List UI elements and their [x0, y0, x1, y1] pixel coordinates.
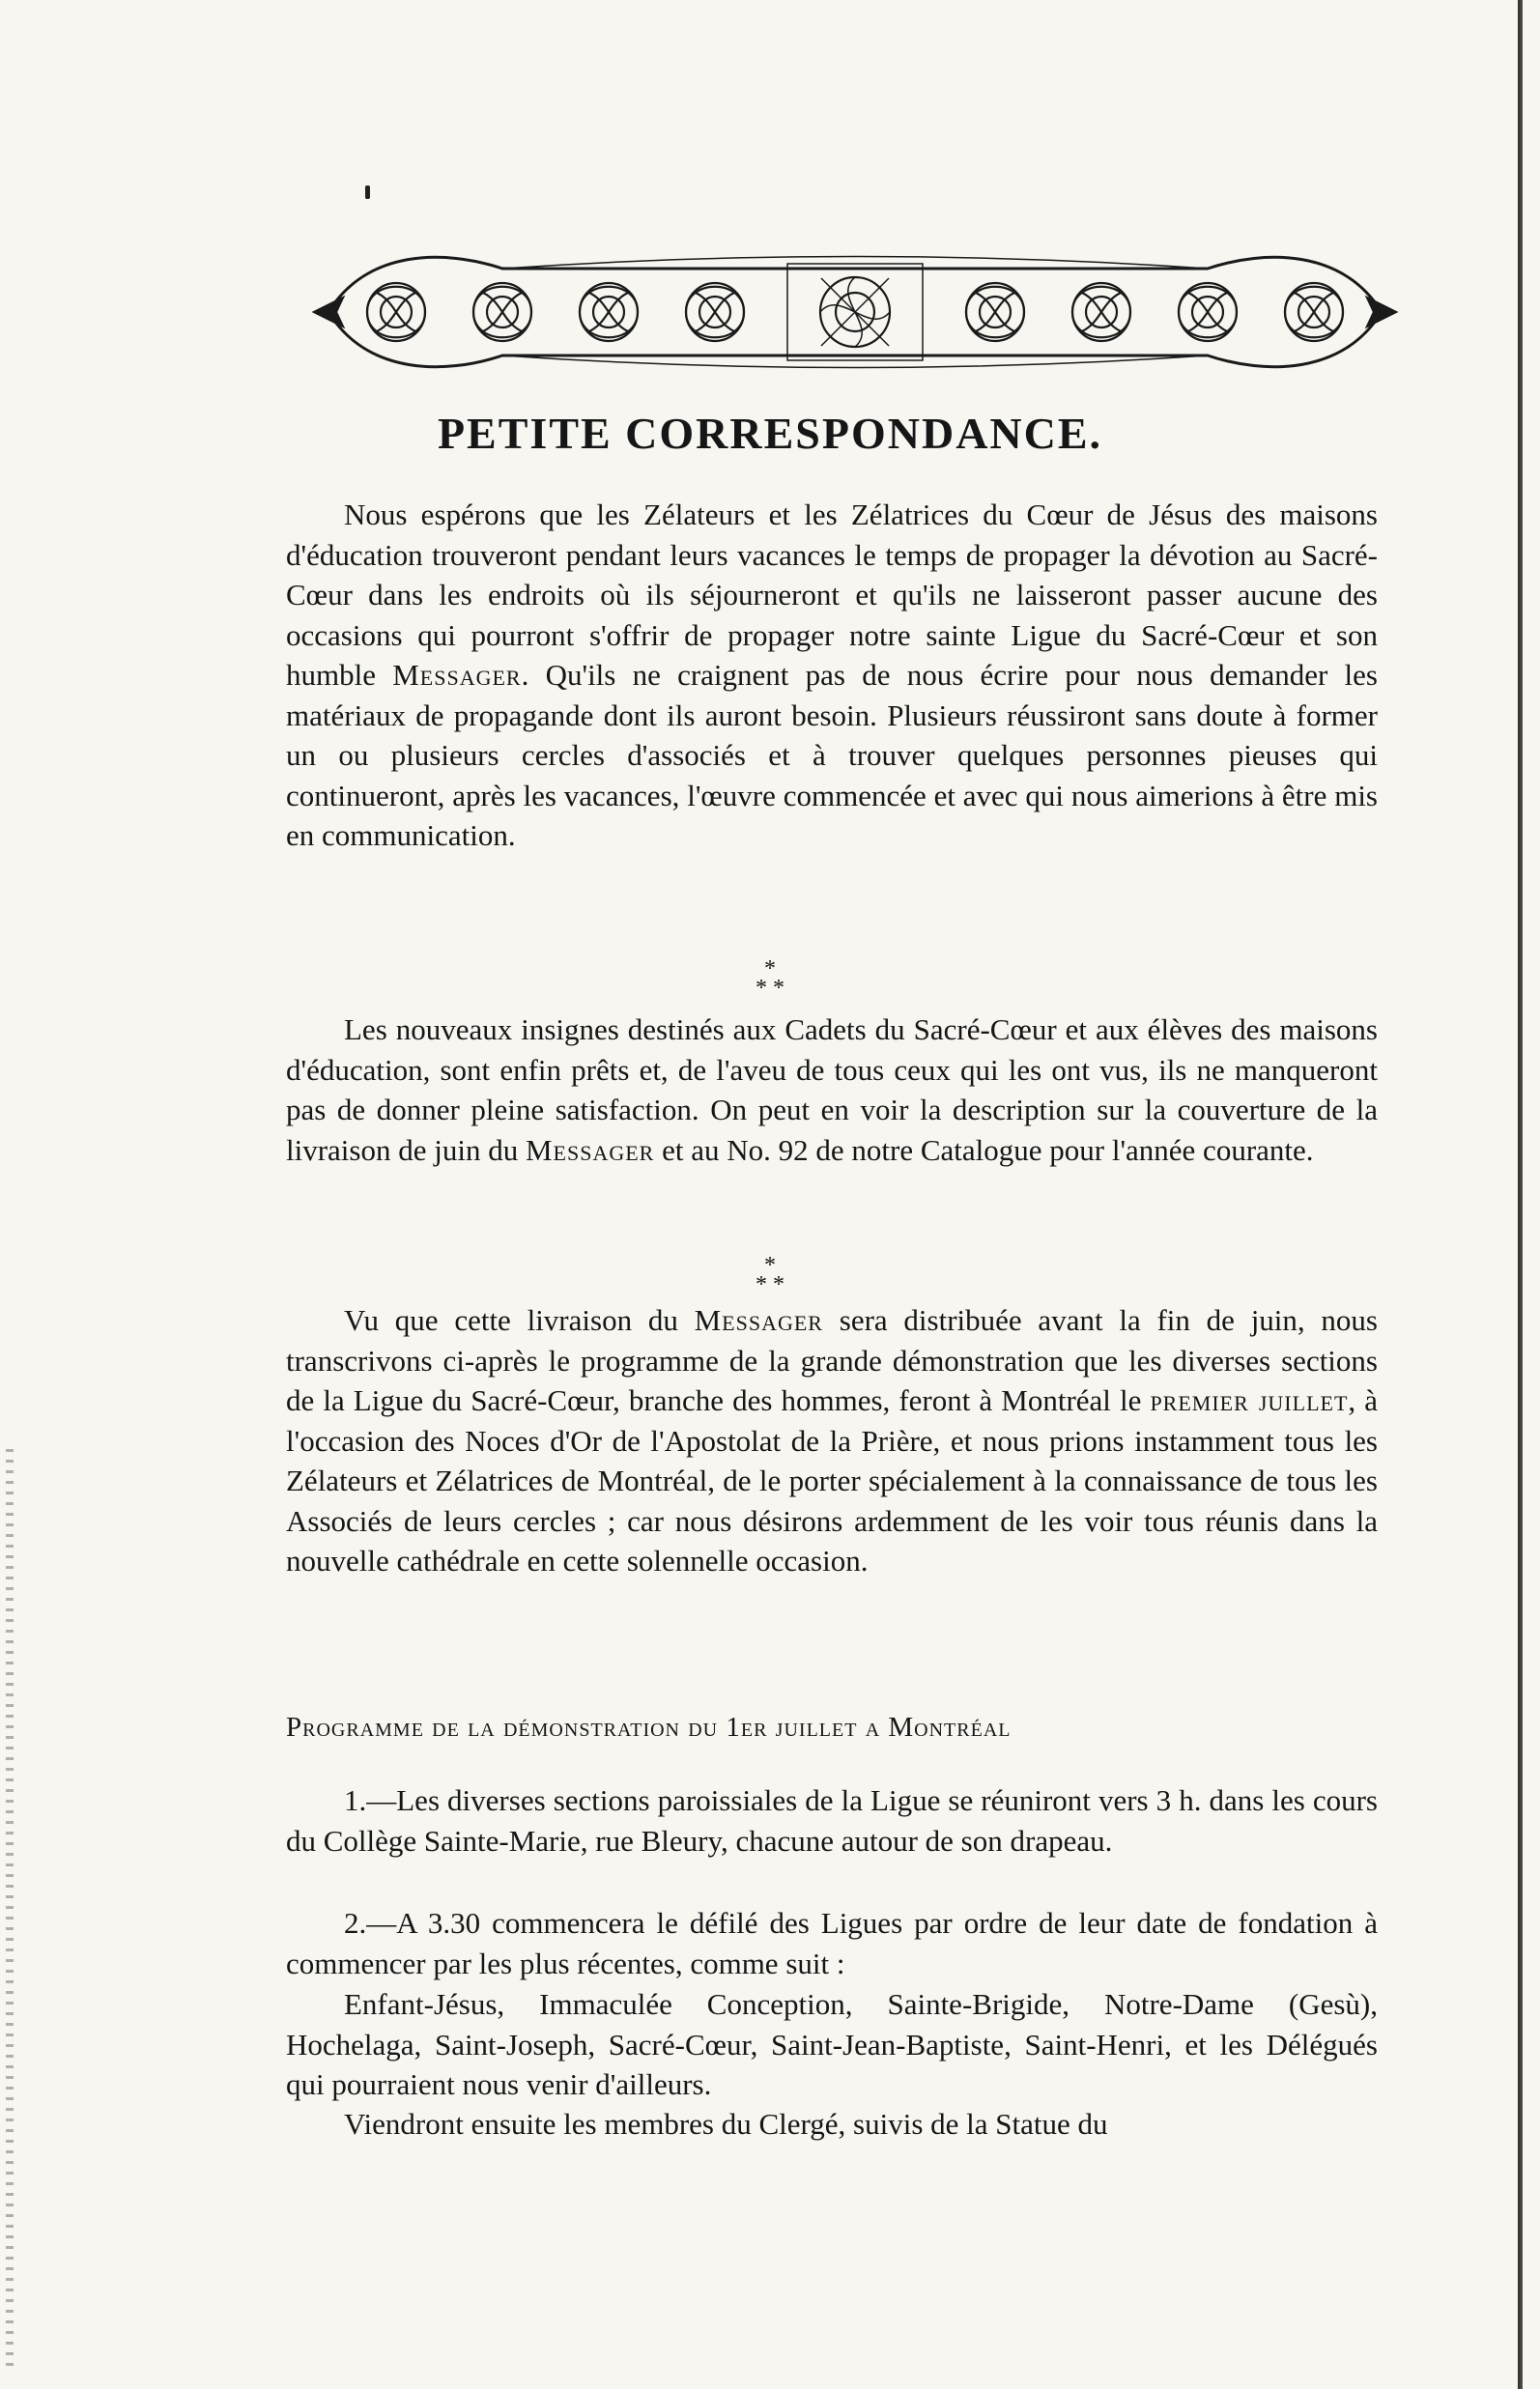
paragraph-1 [286, 495, 1378, 856]
paragraph-2-text-a: Les nouveaux insignes destinés aux Cadets du Sacré-Cœur et aux élèves des maisons d'éducation, sont enfin prêts et, de l'aveu de tous ceux qui les ont vus, ils ne manqueront pas de donner pleine satisfaction. On peut en voir la description sur la couverture de la livraison de juin du [286, 1012, 1378, 1167]
paragraph-3-text-b: sera distribuée avant la fin de juin, nous transcrivons ci-après le programme de la grande démonstration que les diverses sections de la Ligue du Sacré-Cœur, branche des hommes, feront à Montréal le [286, 1303, 1378, 1417]
paragraph-3-text-c: , à l'occasion des Noces d'Or de l'Apostolat de la Prière, et nous prions instamment tous les Zélateurs et Zélatrices de Montréal, de le porter spécialement à la connaissance de tous les Associés de leurs cercles ; car nous désirons ardemment de les voir tous réunis dans la nouvelle cathédrale en cette solennelle occasion. [286, 1383, 1378, 1578]
program-title: Programme de la démonstration du 1er juillet a Montréal [286, 1712, 1012, 1743]
ornamental-header-banner [309, 240, 1401, 384]
asterism-separator: * * * [756, 1253, 784, 1297]
paragraph-2 [286, 1010, 1378, 1170]
asterism-separator: * * * [756, 956, 784, 1001]
program-item-3: Viendront ensuite les membres du Clergé, suivis de la Statue du [344, 2107, 1108, 2141]
program-item-2: 2.—A 3.30 commencera le défilé des Ligues par ordre de leur date de fondation à commencer par les plus récentes, comme suit : [286, 1906, 1378, 1980]
paragraph-2-text-b: et au No. 92 de notre Catalogue pour l'année courante. [662, 1132, 1314, 1167]
messager-title: Messager [694, 1303, 823, 1337]
paragraph-3 [286, 1300, 1378, 1581]
paragraph-3-text-a: Vu que cette livraison du [344, 1303, 678, 1337]
messager-title: Messager [392, 658, 522, 692]
messager-title: Messager [525, 1132, 655, 1167]
program-item-1: 1.—Les diverses sections paroissiales de la Ligue se réuniront vers 3 h. dans les cours du Collège Sainte-Marie, rue Bleury, chacune autour de son drapeau. [286, 1783, 1378, 1858]
binding-shadow [6, 1449, 14, 2367]
program-item-2-list: Enfant-Jésus, Immaculée Conception, Sainte-Brigide, Notre-Dame (Gesù), Hochelaga, Saint-Joseph, Sacré-Cœur, Saint-Jean-Baptiste, Saint-Henri, et les Délégués qui pourraient nous venir d'ailleurs. [286, 1987, 1378, 2101]
paragraph-1-text-b: . Qu'ils ne craignent pas de nous écrire pour nous demander les matériaux de propagande dont ils auront besoin. Plusieurs réussiront sans doute à former un ou plusieurs cercles d'associés et à trouver quelques personnes pieuses qui continueront, après les vacances, l'œuvre commencée et avec qui nous aimerions à être mis en communication. [286, 658, 1378, 852]
paragraph-1-text-a: Nous espérons que les Zélateurs et les Zélatrices du Cœur de Jésus des maisons d'éducation trouveront pendant leurs vacances le temps de propager la dévotion au Sacré-Cœur dans les endroits où ils séjourneront et qu'ils ne laisseront passer aucune des occasions qui pourront s'offrir de propager notre sainte Ligue du Sacré-Cœur et son humble [286, 498, 1378, 692]
event-date: premier juillet [1150, 1383, 1349, 1417]
page-title: PETITE CORRESPONDANCE. [437, 409, 1103, 458]
page-edge-shadow [1518, 0, 1523, 2389]
ink-speck [365, 185, 370, 199]
